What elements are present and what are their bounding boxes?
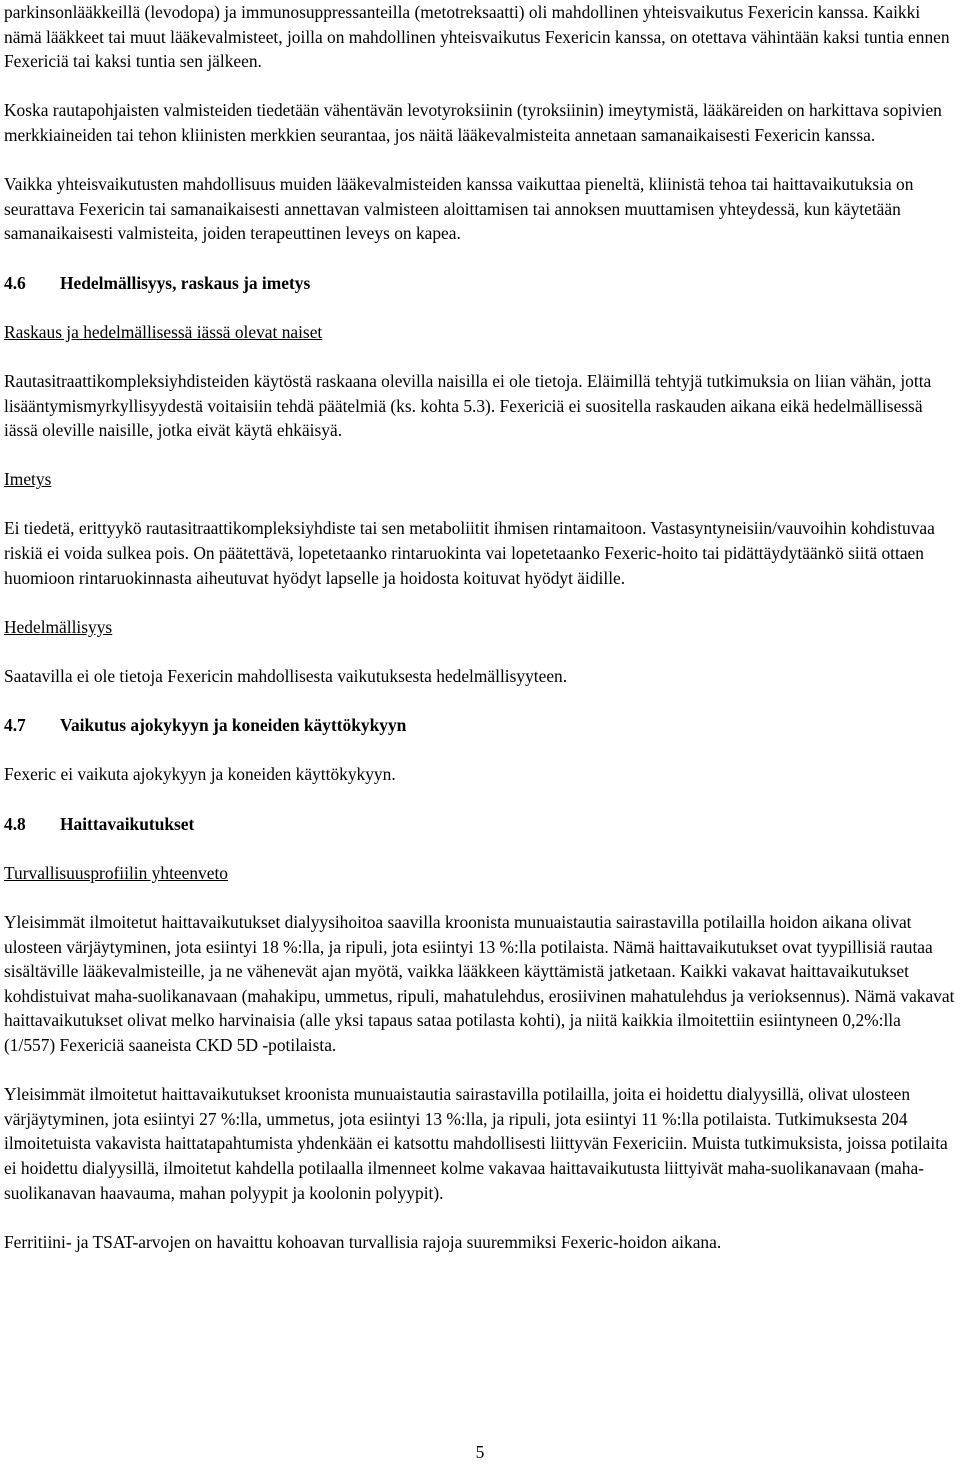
section-4-7-title: Vaikutus ajokykyyn ja koneiden käyttökykyyn bbox=[60, 715, 407, 736]
fertility-subheading: Hedelmällisyys bbox=[4, 616, 113, 637]
driving-paragraph: Fexeric ei vaikuta ajokykyyn ja koneiden käyttökykyyn. bbox=[4, 764, 396, 785]
ferritin-paragraph: Ferritiini- ja TSAT-arvojen on havaittu kohoavan turvallisia rajoja suuremmiksi Fexeric-hoidon aikana. bbox=[4, 1231, 722, 1252]
interactions-paragraph: Vaikka yhteisvaikutusten mahdollisuus muiden lääkevalmisteiden kanssa vaikuttaa pieneltä, kliinistä tehoa tai haittavaikutuksia on seurattava Fexericin tai samanaikaisesti annettavan valmisteen aloittamisen tai annoksen muuttamisen yhteydessä, kun käytetään samanaikaisesti valmisteita, joiden terapeuttinen leveys on kapea. bbox=[4, 174, 914, 244]
non-dialysis-adverse-effects-paragraph: Yleisimmät ilmoitetut haittavaikutukset kroonista munuaistautia sairastavilla potilailla, joita ei hoidettu dialyysillä, olivat ulosteen värjäytyminen, jota esiintyi 27 %:lla, ummetus, jota esiintyi 13 %:lla, ja ripuli, jota esiintyi 11 %:lla potilaista. Tutkimuksesta 204 ilmoitetuista vakavista haittatapahtumista yhdenkään ei katsottu mahdollisesti liittyvän Fexericiin. Muista tutkimuksista, joissa potilaita ei hoidettu dialyysillä, ilmoitetut kahdella potilaalla ilmenneet kolme vakavaa haittavaikutusta liittyivät maha-suolikanavaan (maha-suolikanavan haavauma, mahan polyypit ja koolonin polyypit). bbox=[4, 1084, 948, 1203]
section-4-8-heading bbox=[4, 812, 956, 837]
section-4-8-title: Haittavaikutukset bbox=[60, 813, 195, 834]
document-page bbox=[4, 0, 956, 1254]
page-number: 5 bbox=[475, 1442, 485, 1462]
section-4-7-number: 4.7 bbox=[4, 715, 26, 736]
pregnancy-paragraph: Rautasitraattikompleksiyhdisteiden käytöstä raskaana olevilla naisilla ei ole tietoja. Eläimillä tehtyjä tutkimuksia on liian vähän, jotta lisääntymismyrkyllisyydestä voitaisiin tehdä päätelmiä (ks. kohta 5.3). Fexericiä ei suositella raskauden aikana eikä hedelmällisessä iässä oleville naisille, jotka eivät käytä ehkäisyä. bbox=[4, 370, 932, 441]
section-4-7-heading bbox=[4, 713, 956, 738]
levothyroxine-paragraph: Koska rautapohjaisten valmisteiden tiedetään vähentävän levotyroksiinin (tyroksiinin) imeytymistä, lääkäreiden on harkittava sopivien merkkiaineiden tai tehon kliinisten merkkien seurantaa, jos näitä lääkevalmisteita annetaan samanaikaisesti Fexericin kanssa. bbox=[4, 100, 942, 145]
section-4-8-number: 4.8 bbox=[4, 813, 26, 834]
section-4-6-number: 4.6 bbox=[4, 272, 26, 293]
intro-paragraph: parkinsonlääkkeillä (levodopa) ja immunosuppressanteilla (metotreksaatti) oli mahdollinen yhteisvaikutus Fexericin kanssa. Kaikki nämä lääkkeet tai muut lääkevalmisteet, joilla on mahdollinen yhteisvaikutus Fexericin kanssa, on otettava vähintään kaksi tuntia ennen Fexericiä tai kaksi tuntia sen jälkeen. bbox=[4, 2, 950, 72]
pregnancy-subheading: Raskaus ja hedelmällisessä iässä olevat naiset bbox=[4, 321, 323, 342]
section-4-6-heading bbox=[4, 271, 956, 296]
dialysis-adverse-effects-paragraph: Yleisimmät ilmoitetut haittavaikutukset dialyysihoitoa saavilla kroonista munuaistautia sairastavilla potilailla hoidon aikana olivat ulosteen värjäytyminen, jota esiintyi 18 %:lla, ja ripuli, jota esiintyi 13 %:lla potilaista. Nämä haittavaikutukset ovat tyypillisiä rautaa sisältäville lääkevalmisteille, ja ne vähenevät ajan myötä, vaikka lääkkeen käyttämistä jatketaan. Kaikki vakavat haittavaikutukset kohdistuivat maha-suolikanavaan (mahakipu, ummetus, ripuli, mahatulehdus, erosiivinen mahatulehdus ja verioksennus). Nämä vakavat haittavaikutukset olivat melko harvinaisia (alle yksi tapaus sataa potilasta kohti), ja niitä kaikkia ilmoitettiin esiintyneen 0,2%:lla (1/557) Fexericiä saaneista CKD 5D -potilaista. bbox=[4, 911, 955, 1055]
fertility-paragraph: Saatavilla ei ole tietoja Fexericin mahdollisesta vaikutuksesta hedelmällisyyteen. bbox=[4, 666, 568, 687]
safety-summary-subheading: Turvallisuusprofiilin yhteenveto bbox=[4, 862, 228, 883]
lactation-paragraph: Ei tiedetä, erittyykö rautasitraattikompleksiyhdiste tai sen metaboliitit ihmisen rintamaitoon. Vastasyntyneisiin/vauvoihin kohdistuvaa riskiä ei voida sulkea pois. On päätettävä, lopetetaanko rintaruokinta vai lopetetaanko Fexeric-hoito tai pidättäydytäänkö siitä ottaen huomioon rintaruokinnasta aiheutuvat hyödyt lapselle ja hoidosta koituvat hyödyt äidille. bbox=[4, 518, 935, 588]
section-4-6-title: Hedelmällisyys, raskaus ja imetys bbox=[60, 272, 311, 293]
lactation-subheading: Imetys bbox=[4, 469, 52, 490]
